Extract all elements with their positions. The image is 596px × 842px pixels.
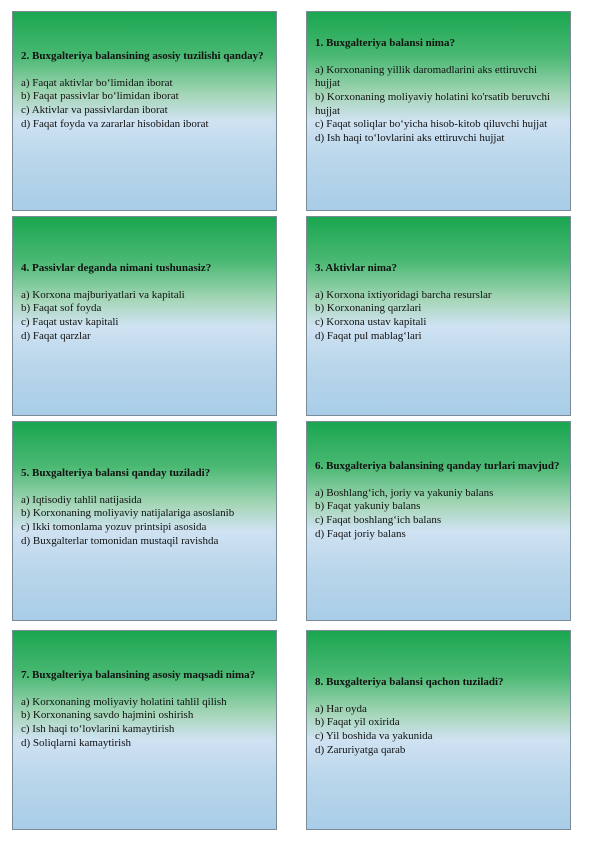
card-option-d: d) Faqat joriy balans [315, 527, 406, 540]
card-option-d: d) Zaruriyatga qarab [315, 743, 406, 756]
card-option-d: d) Faqat foyda va zararlar hisobidan iborat [21, 117, 209, 130]
card-option-a: a) Korxona majburiyatlari va kapitali [21, 288, 185, 301]
card-option-a: a) Korxona ixtiyoridagi barcha resurslar [315, 288, 492, 301]
quiz-card-q4 [12, 216, 277, 416]
card-option-c: c) Faqat soliqlar bo‘yicha hisob-kitob qiluvchi hujjat [315, 118, 548, 131]
card-option-a: a) Korxonaning moliyaviy holatini tahlil qilish [21, 695, 227, 708]
card-option-d: d) Faqat pul mablag‘lari [315, 329, 422, 342]
card-option-d: d) Faqat qarzlar [21, 329, 91, 342]
card-option-d: d) Ish haqi to‘lovlarini aks ettiruvchi hujjat [315, 132, 505, 145]
card-option-c: c) Korxona ustav kapitali [315, 315, 427, 328]
quiz-card-q7 [12, 630, 277, 830]
card-option-a: a) Har oyda [315, 702, 367, 715]
card-option-d: d) Soliqlarni kamaytirish [21, 736, 131, 749]
quiz-card-q3 [306, 216, 571, 416]
quiz-card-q2 [12, 11, 277, 211]
card-option-a: a) Korxonaning yillik daromadlarini aks ettiruvchi hujjat [315, 63, 538, 90]
card-question: 5. Buxgalteriya balansi qanday tuziladi? [21, 467, 211, 479]
quiz-card-q8 [306, 630, 571, 830]
card-option-a: a) Boshlang‘ich, joriy va yakuniy balans [315, 486, 494, 499]
card-option-a: a) Faqat aktivlar bo‘limidan iborat [21, 76, 173, 89]
card-option-c: c) Faqat boshlang‘ich balans [315, 513, 442, 526]
card-option-b: b) Korxonaning moliyaviy natijalariga asoslanib [21, 507, 235, 520]
card-option-c: c) Faqat ustav kapitali [21, 315, 119, 328]
card-question: 2. Buxgalteriya balansining asosiy tuzilishi qanday? [21, 50, 264, 62]
card-question: 6. Buxgalteriya balansining qanday turlari mavjud? [315, 460, 560, 472]
card-option-b: b) Korxonaning moliyaviy holatini ko'rsatib beruvchi hujjat [315, 90, 551, 117]
card-option-b: b) Faqat passivlar bo‘limidan iborat [21, 90, 179, 103]
card-option-d: d) Buxgalterlar tomonidan mustaqil ravishda [21, 534, 219, 547]
quiz-card-q5 [12, 421, 277, 621]
card-question: 4. Passivlar deganda nimani tushunasiz? [21, 262, 212, 274]
card-question: 3. Aktivlar nima? [315, 262, 398, 274]
quiz-card-q1 [306, 11, 571, 211]
quiz-card-q6 [306, 421, 571, 621]
card-option-c: c) Ish haqi to‘lovlarini kamaytirish [21, 722, 175, 735]
card-question: 8. Buxgalteriya balansi qachon tuziladi? [315, 676, 504, 688]
card-option-b: b) Faqat sof foyda [21, 302, 102, 315]
card-option-b: b) Faqat yakuniy balans [315, 500, 421, 513]
card-option-c: c) Aktivlar va passivlardan iborat [21, 103, 168, 116]
card-question: 7. Buxgalteriya balansining asosiy maqsadi nima? [21, 669, 256, 681]
card-option-b: b) Faqat yil oxirida [315, 716, 400, 729]
card-option-c: c) Yil boshida va yakunida [315, 729, 433, 742]
card-option-a: a) Iqtisodiy tahlil natijasida [21, 493, 142, 506]
card-option-c: c) Ikki tomonlama yozuv printsipi asosida [21, 520, 207, 533]
card-question: 1. Buxgalteriya balansi nima? [315, 37, 455, 49]
card-option-b: b) Korxonaning savdo hajmini oshirish [21, 709, 194, 722]
card-option-b: b) Korxonaning qarzlari [315, 302, 422, 315]
